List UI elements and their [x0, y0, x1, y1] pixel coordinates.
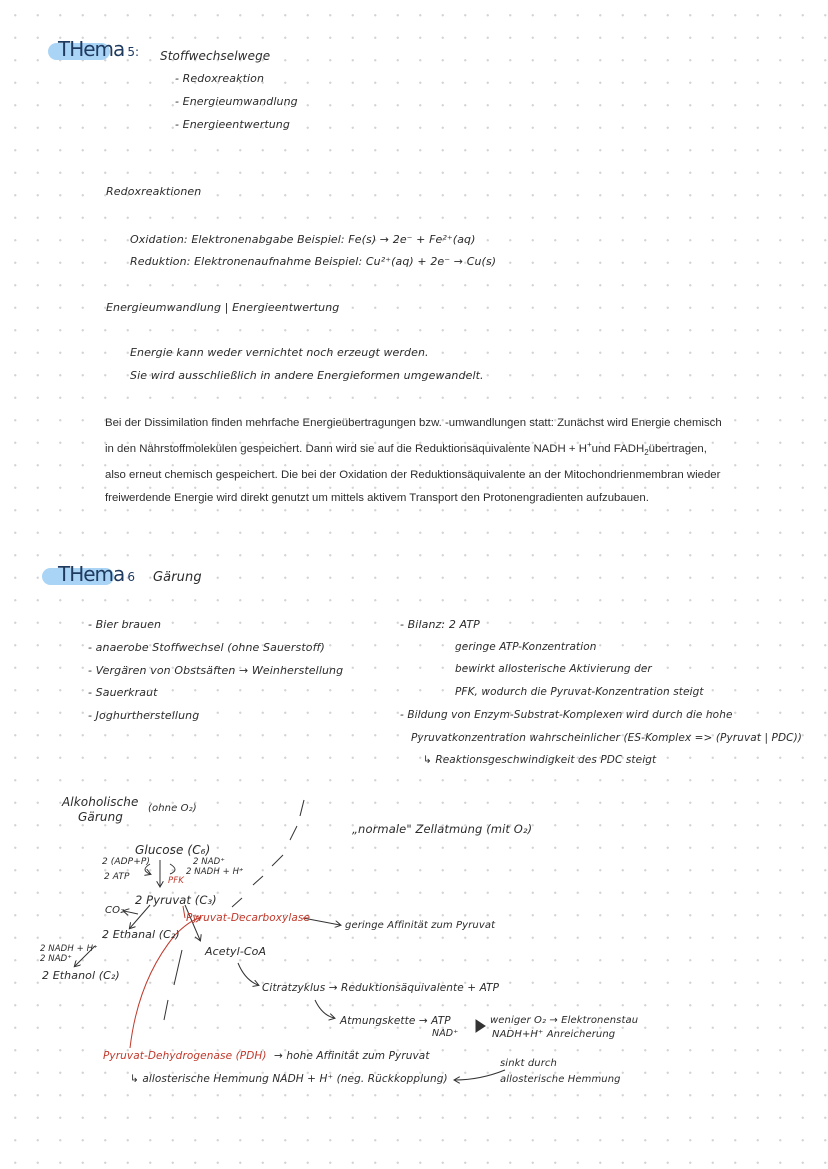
thema5-item-3: - Energieentwertung: [175, 118, 290, 131]
thema6-label: THema: [58, 562, 125, 586]
alkoholisch-label: Alkoholische: [62, 795, 139, 809]
nadh2-label: 2 NADH + H⁺: [40, 944, 98, 954]
left-list-item-3: - Vergären von Obstsäften → Weinherstellung: [88, 664, 344, 677]
energie-line-2: Sie wird ausschließlich in andere Energieformen umgewandelt.: [130, 369, 484, 382]
nadh-anreicherung-label: NADH+H⁺ Anreicherung: [492, 1029, 616, 1040]
sinkt-to-hemmung-arrow: [455, 1070, 505, 1080]
right-list-line-2: bewirkt allosterische Aktivierung der: [455, 663, 652, 675]
nadplus-label: NAD⁺: [432, 1028, 459, 1039]
divider-slash-3: [272, 855, 283, 866]
atmung-label: Atmungskette → ATP: [340, 1015, 451, 1027]
atp-label: 2 ATP: [104, 872, 130, 882]
guide-line-2: [164, 1000, 168, 1020]
sinkt-label-2: allosterische Hemmung: [500, 1074, 621, 1085]
divider-slash-4: [253, 876, 263, 885]
left-list-item-1: - Bier brauen: [88, 618, 162, 631]
gaerung-label: Gärung: [78, 810, 124, 824]
decarb-label: Pyruvat-Decarboxylase: [186, 912, 311, 924]
glucose-label: Glucose (C₆): [135, 843, 211, 857]
citrat-label: Citratzyklus → Reduktionsäquivalente + ATP: [262, 982, 500, 994]
co2-label: CO₂: [105, 905, 125, 916]
adp-label: 2 (ADP+P): [102, 857, 150, 867]
guide-line-1: [174, 950, 182, 985]
co2-arrow: [124, 911, 138, 914]
nadh-curve-arrow: [170, 864, 175, 874]
thema5-item-1: - Redoxreaktion: [175, 72, 265, 85]
thema5-title: Stoffwechselwege: [160, 49, 271, 63]
thema5-number: 5:: [127, 45, 139, 59]
pfk-label: PFK: [168, 876, 184, 886]
citrat-to-atmung-arrow: [315, 1000, 334, 1018]
right-list-line-1: geringe ATP-Konzentration: [455, 641, 597, 653]
thema5-item-2: - Energieumwandlung: [175, 95, 298, 108]
paragraph-part-2: und FADH: [591, 443, 645, 455]
ethanol-label: 2 Ethanol (C₂): [42, 969, 120, 982]
redox-oxidation: Oxidation: Elektronenabgabe Beispiel: Fe(s) → 2e⁻ + Fe²⁺(aq): [130, 233, 476, 246]
pdh-rest-label: → hohe Affinität zum Pyruvat: [274, 1050, 430, 1062]
nadh-label: 2 NADH + H⁺: [186, 867, 244, 877]
pyruvat-label: 2 Pyruvat (C₃): [135, 893, 217, 907]
right-list-line-6: ↳ Reaktionsgeschwindigkeit des PDC steigt: [423, 754, 657, 766]
right-list-bilanz: - Bilanz: 2 ATP: [400, 618, 480, 631]
weniger-label: weniger O₂ → Elektronenstau: [490, 1015, 639, 1026]
ohne-o2-label: (ohne O₂): [148, 803, 197, 814]
thema5-label: THema: [58, 37, 125, 61]
redox-heading: Redoxreaktionen: [106, 185, 202, 198]
nad-label: 2 NAD⁺: [193, 857, 225, 867]
paragraph-part-1: Bei der Dissimilation finden mehrfache Energieübertragungen bzw. -umwandlungen statt: Zunächst wird Energie chemisch in den Nährstoffmolekülen gespeichert. Dann wird sie auf die Reduktionsäquivalente NADH + H: [105, 417, 722, 455]
paragraph-part-3: übertragen, also erneut chemisch gespeichert. Die bei der Oxidation der Reduktionsäquivalente an der Mitochondrienmembran wieder freiwerdende Energie wird direkt genutzt um mittels aktivem Transport den Protonengradienten aufzubauen.: [105, 443, 721, 504]
paragraph-sup: +: [586, 440, 592, 450]
left-list-item-2: - anaerobe Stoffwechsel (ohne Sauerstoff): [88, 641, 325, 654]
divider-slash-1: [300, 800, 304, 816]
ethanal-label: 2 Ethanal (C₂): [102, 928, 180, 941]
decarb-link: [183, 906, 185, 918]
acetyl-label: Acetyl-CoA: [205, 945, 267, 958]
divider-slash-5: [232, 898, 242, 907]
sinkt-label-1: sinkt durch: [500, 1058, 557, 1069]
paragraph-sub: 2: [644, 448, 649, 458]
weniger-triangle: [476, 1020, 485, 1032]
energie-heading: Energieumwandlung | Energieentwertung: [106, 301, 340, 314]
affinitaet-label: geringe Affinität zum Pyruvat: [345, 920, 496, 931]
left-list-item-4: - Sauerkraut: [88, 686, 158, 699]
left-list-item-5: - Joghurtherstellung: [88, 709, 200, 722]
divider-slash-2: [290, 826, 297, 840]
acetyl-to-citrat-arrow: [238, 963, 258, 985]
hemmung-label: ↳ allosterische Hemmung NADH + H⁺ (neg. Rückkopplung): [130, 1073, 448, 1085]
right-list-line-4: - Bildung von Enzym-Substrat-Komplexen wird durch die hohe: [400, 709, 733, 721]
pdh-label: Pyruvat-Dehydrogenase (PDH): [103, 1050, 267, 1062]
pyruvat-to-ethanal-arrow: [130, 905, 150, 928]
right-list-line-5: Pyruvatkonzentration wahrscheinlicher (ES-Komplex => (Pyruvat | PDC)): [411, 732, 802, 744]
redox-reduktion: Reduktion: Elektronenaufnahme Beispiel: Cu²⁺(aq) + 2e⁻ → Cu(s): [130, 255, 497, 268]
right-list-line-3: PFK, wodurch die Pyruvat-Konzentration steigt: [455, 686, 704, 698]
thema6-number: 6: [127, 570, 135, 584]
nad2-label: 2 NAD⁺: [40, 954, 72, 964]
thema6-title: Gärung: [153, 570, 202, 585]
energie-line-1: Energie kann weder vernichtet noch erzeugt werden.: [130, 346, 429, 359]
normale-zellatmung: „normale" Zellatmung (mit O₂): [352, 822, 533, 836]
